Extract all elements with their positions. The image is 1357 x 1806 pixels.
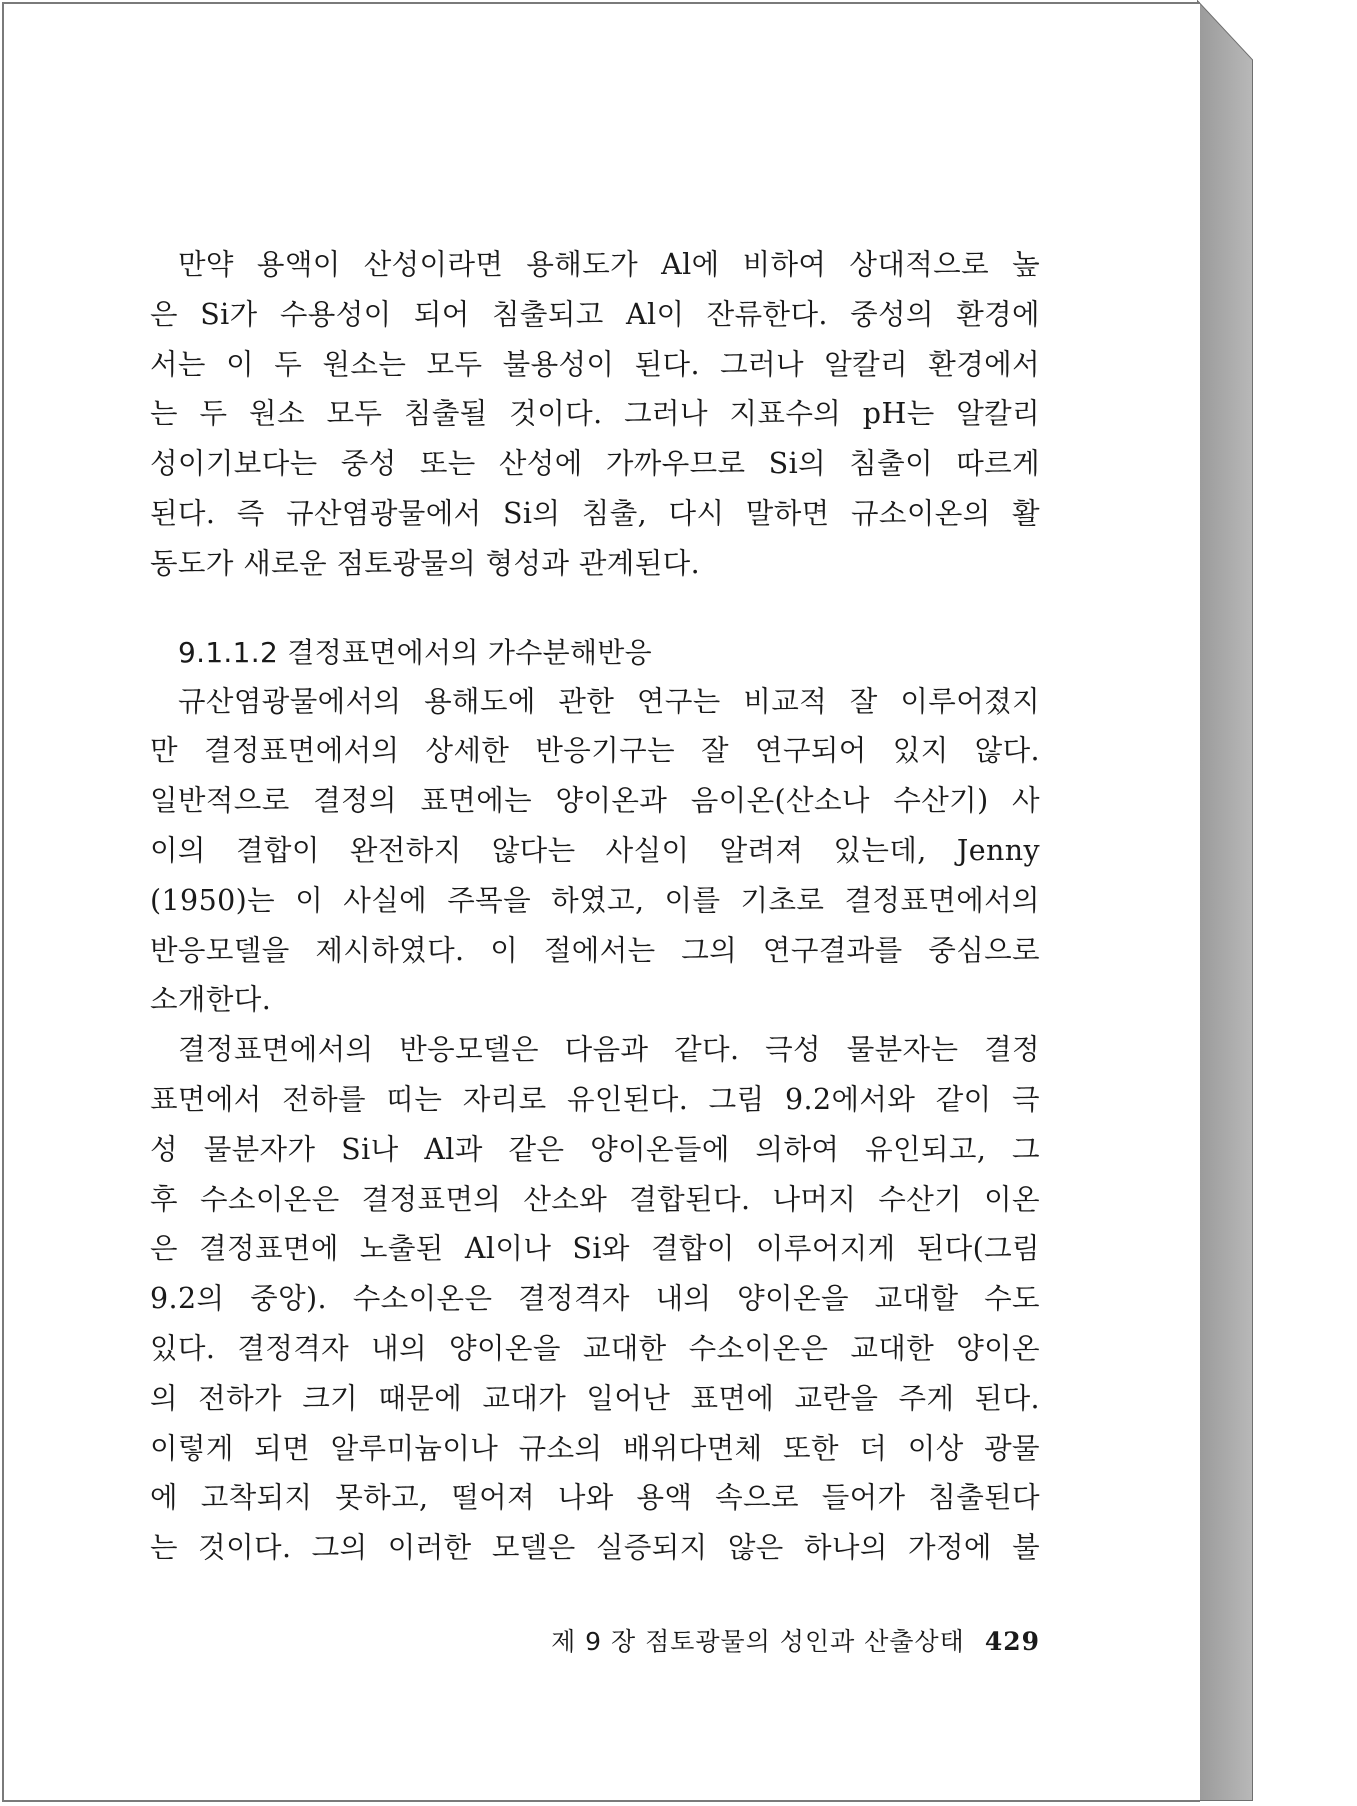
text-line: 반응모델을 제시하였다. 이 절에서는 그의 연구결과를 중심으로 xyxy=(150,933,1040,967)
page-footer xyxy=(540,1622,1040,1658)
text-line: 표면에서 전하를 띠는 자리로 유인된다. 그림 9.2에서와 같이 극 xyxy=(150,1082,1040,1116)
paragraph-1 xyxy=(150,240,1040,589)
text-line: 만약 용액이 산성이라면 용해도가 Al에 비하여 상대적으로 높 xyxy=(178,248,1040,281)
text-line: 는 것이다. 그의 이러한 모델은 실증되지 않은 하나의 가정에 불 xyxy=(150,1531,1040,1565)
text-line: 이의 결합이 완전하지 않다는 사실이 알려져 있는데, Jenny xyxy=(150,833,1040,867)
text-line: (1950)는 이 사실에 주목을 하였고, 이를 기초로 결정표면에서의 xyxy=(150,883,1040,917)
text-line: 동도가 새로운 점토광물의 형성과 관계된다. xyxy=(150,546,701,580)
page-content xyxy=(150,240,1040,1573)
text-line: 에 고착되지 못하고, 떨어져 나와 용액 속으로 들어가 침출된다 xyxy=(150,1481,1040,1515)
text-line: 은 결정표면에 노출된 Al이나 Si와 결합이 이루어지게 된다(그림 xyxy=(150,1232,1040,1266)
text-line: 규산염광물에서의 용해도에 관한 연구는 비교적 잘 이루어졌지 xyxy=(178,684,1040,718)
running-footer-chapter: 제 9 장 점토광물의 성인과 산출상태 xyxy=(551,1627,965,1656)
paragraph-2 xyxy=(150,677,1040,1026)
text-line: 결정표면에서의 반응모델은 다음과 같다. 극성 물분자는 결정 xyxy=(178,1033,1040,1067)
text-line: 9.2의 중앙). 수소이온은 결정격자 내의 양이온을 교대할 수도 xyxy=(150,1282,1040,1316)
text-line: 의 전하가 크기 때문에 교대가 일어난 표면에 교란을 주게 된다. xyxy=(150,1381,1040,1415)
text-line: 소개한다. xyxy=(150,983,272,1017)
text-line: 성이기보다는 중성 또는 산성에 가까우므로 Si의 침출이 따르게 xyxy=(150,447,1040,481)
text-line: 은 Si가 수용성이 되어 침출되고 Al이 잔류한다. 중성의 환경에 xyxy=(150,297,1040,331)
text-line: 된다. 즉 규산염광물에서 Si의 침출, 다시 말하면 규소이온의 활 xyxy=(150,496,1040,530)
text-line: 일반적으로 결정의 표면에는 양이온과 음이온(산소나 수산기) 사 xyxy=(150,784,1040,818)
text-line: 성 물분자가 Si나 Al과 같은 양이온들에 의하여 유인되고, 그 xyxy=(150,1132,1040,1166)
page-number: 429 xyxy=(984,1627,1040,1656)
text-line: 있다. 결정격자 내의 양이온을 교대한 수소이온은 교대한 양이온 xyxy=(150,1331,1040,1365)
text-line: 만 결정표면에서의 상세한 반응기구는 잘 연구되어 있지 않다. xyxy=(150,734,1040,768)
text-line: 후 수소이온은 결정표면의 산소와 결합된다. 나머지 수산기 이온 xyxy=(150,1182,1040,1216)
section-heading: 9.1.1.2 결정표면에서의 가수분해반응 xyxy=(178,635,652,669)
paragraph-3 xyxy=(150,1025,1040,1573)
text-line: 서는 이 두 원소는 모두 불용성이 된다. 그러나 알칼리 환경에서 xyxy=(150,347,1040,381)
text-line: 는 두 원소 모두 침출될 것이다. 그러나 지표수의 pH는 알칼리 xyxy=(150,397,1040,431)
text-line: 이렇게 되면 알루미늄이나 규소의 배위다면체 또한 더 이상 광물 xyxy=(150,1431,1040,1465)
